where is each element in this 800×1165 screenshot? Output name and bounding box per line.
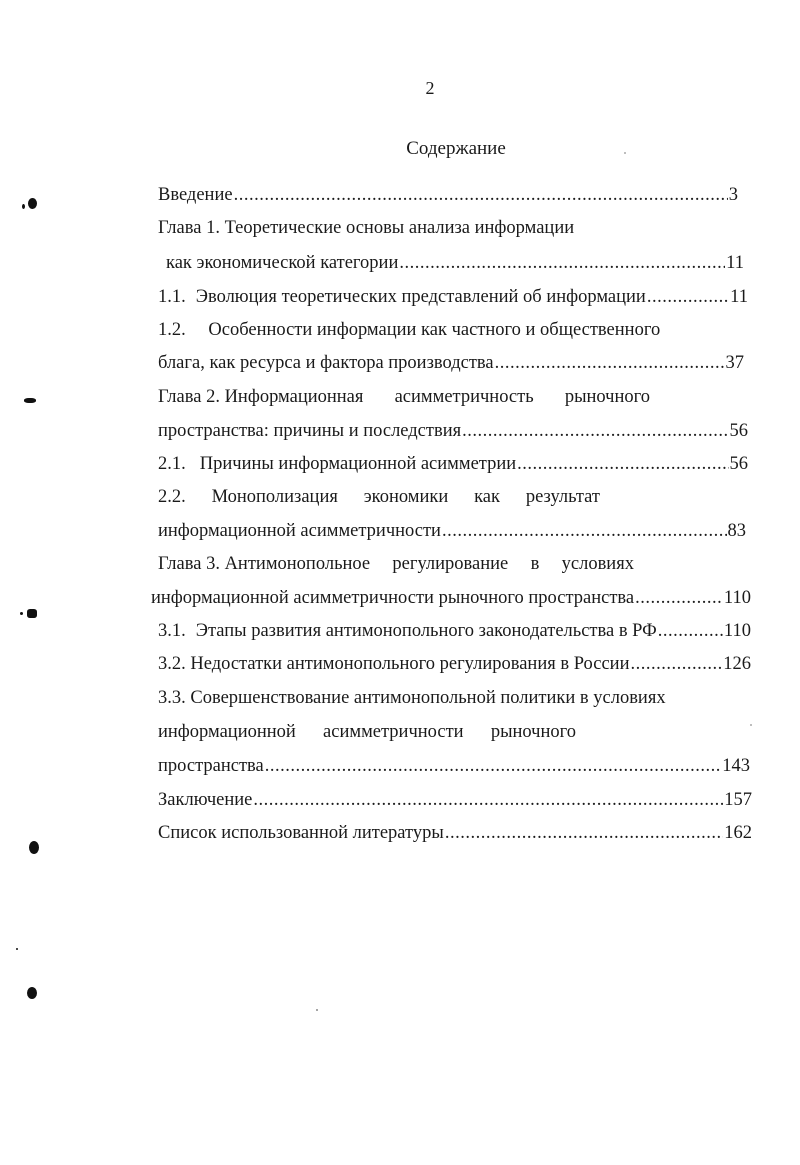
toc-entry-text: как bbox=[474, 487, 501, 507]
toc-page-number: 11 bbox=[726, 253, 744, 273]
toc-entry-text: Особенности информации как частного и общественного bbox=[208, 320, 661, 340]
toc-entry-text: 1. bbox=[206, 218, 220, 238]
toc-page-number: 56 bbox=[729, 454, 748, 474]
scan-speck bbox=[624, 152, 626, 154]
toc-entry-text: Монополизация bbox=[211, 487, 338, 507]
scan-speck bbox=[316, 1009, 318, 1011]
toc-page-number: 56 bbox=[729, 421, 748, 441]
toc-entry-section-1-1[interactable] bbox=[158, 286, 748, 308]
toc-entry-text: Этапы развития антимонопольного законодательства в РФ bbox=[195, 621, 657, 641]
toc-leader-dots bbox=[495, 352, 725, 374]
toc-title: Содержание bbox=[406, 138, 506, 159]
toc-leader-dots bbox=[234, 184, 728, 206]
toc-page-number: 126 bbox=[723, 654, 751, 674]
toc-entry-conclusion[interactable] bbox=[158, 789, 752, 811]
toc-entry-text: Заключение bbox=[158, 790, 253, 810]
toc-page-number: 83 bbox=[727, 521, 746, 541]
toc-leader-dots bbox=[635, 587, 723, 609]
toc-entry-chapter3-line2[interactable] bbox=[151, 587, 751, 609]
scan-speck bbox=[27, 609, 37, 618]
toc-entry-text: блага, как ресурса и фактора производства bbox=[158, 353, 494, 373]
toc-entry-text: Глава 3. Антимонопольное bbox=[158, 554, 371, 574]
scan-speck bbox=[27, 987, 37, 999]
toc-entry-chapter3-line1[interactable] bbox=[158, 553, 634, 575]
toc-leader-dots bbox=[253, 789, 723, 811]
toc-entry-text: рыночного bbox=[564, 387, 650, 407]
toc-entry-section-1-2-line2[interactable] bbox=[158, 352, 744, 374]
toc-entry-number: 3.1. bbox=[158, 621, 186, 641]
toc-entry-section-3-3-line1[interactable] bbox=[158, 687, 666, 709]
toc-entry-text: 3.3. Совершенствование антимонопольной политики в условиях bbox=[158, 688, 666, 708]
toc-entry-section-3-2[interactable] bbox=[158, 653, 751, 675]
scan-speck bbox=[28, 198, 37, 209]
toc-entry-number: 1.1. bbox=[158, 287, 186, 307]
toc-entry-section-3-1[interactable] bbox=[158, 620, 751, 642]
toc-entry-text: как экономической категории bbox=[166, 253, 399, 273]
toc-leader-dots bbox=[445, 822, 723, 844]
page-number: 2 bbox=[425, 78, 435, 98]
scan-speck bbox=[24, 398, 36, 403]
scan-speck bbox=[29, 841, 39, 854]
toc-entry-text: условиях bbox=[561, 554, 634, 574]
toc-entry-text: информационной асимметричности рыночного пространства bbox=[151, 588, 635, 608]
toc-entry-section-2-2-line1[interactable] bbox=[158, 486, 600, 508]
toc-page-number: 110 bbox=[723, 588, 751, 608]
toc-page-number: 157 bbox=[724, 790, 752, 810]
toc-entry-text: Теоретические основы анализа информации bbox=[224, 218, 575, 238]
toc-entry-chapter2-line1[interactable] bbox=[158, 386, 650, 408]
toc-leader-dots bbox=[631, 653, 723, 675]
toc-entry-number: 2.2. bbox=[158, 487, 186, 507]
toc-entry-text: информационной bbox=[158, 722, 296, 742]
toc-entry-section-2-1[interactable] bbox=[158, 453, 748, 475]
toc-entry-chapter1-line2[interactable] bbox=[166, 252, 744, 274]
toc-page-number: 37 bbox=[725, 353, 744, 373]
toc-entry-section-1-2-line1[interactable] bbox=[158, 319, 660, 341]
toc-entry-text: пространства bbox=[158, 756, 264, 776]
toc-entry-text: 3.2. Недостатки антимонопольного регулирования в России bbox=[158, 654, 630, 674]
toc-entry-text: пространства: причины и последствия bbox=[158, 421, 462, 441]
toc-entry-text: информационной асимметричности bbox=[158, 521, 441, 541]
toc-page-number: 11 bbox=[730, 287, 748, 307]
scan-speck bbox=[750, 724, 752, 726]
toc-entry-number: 1.2. bbox=[158, 320, 186, 340]
toc-entry-text: регулирование bbox=[392, 554, 509, 574]
scan-speck bbox=[20, 612, 23, 615]
toc-entry-chapter1-line1[interactable] bbox=[158, 217, 574, 239]
toc-entry-text: экономики bbox=[363, 487, 449, 507]
toc-entry-text: результат bbox=[525, 487, 600, 507]
toc-entry-text: асимметричность bbox=[394, 387, 534, 407]
toc-entry-section-3-3-line2[interactable] bbox=[158, 721, 576, 743]
toc-entry-text: Глава bbox=[158, 218, 202, 238]
toc-entry-text: Глава 2. Информационная bbox=[158, 387, 364, 407]
toc-leader-dots bbox=[647, 286, 729, 308]
toc-page-number: 162 bbox=[724, 823, 752, 843]
toc-leader-dots bbox=[658, 620, 723, 642]
toc-entry-text: Причины информационной асимметрии bbox=[199, 454, 517, 474]
toc-entry-text: в bbox=[530, 554, 540, 574]
toc-entry-section-2-2-line2[interactable] bbox=[158, 520, 746, 542]
toc-entry-intro[interactable] bbox=[158, 184, 738, 206]
toc-entry-references[interactable] bbox=[158, 822, 752, 844]
toc-page-number: 143 bbox=[722, 756, 750, 776]
toc-entry-number: 2.1. bbox=[158, 454, 186, 474]
toc-page-number: 3 bbox=[728, 185, 738, 205]
toc-leader-dots bbox=[399, 252, 725, 274]
toc-entry-text: асимметричности bbox=[323, 722, 464, 742]
toc-leader-dots bbox=[517, 453, 728, 475]
toc-entry-text: Эволюция теоретических представлений об информации bbox=[195, 287, 646, 307]
scan-speck bbox=[16, 948, 18, 950]
toc-entry-chapter2-line2[interactable] bbox=[158, 420, 748, 442]
toc-leader-dots bbox=[442, 520, 727, 542]
toc-entry-text: рыночного bbox=[490, 722, 576, 742]
toc-leader-dots bbox=[265, 755, 722, 777]
toc-entry-text: Введение bbox=[158, 185, 233, 205]
scan-speck bbox=[22, 204, 25, 209]
toc-page-number: 110 bbox=[723, 621, 751, 641]
toc-entry-section-3-3-line3[interactable] bbox=[158, 755, 750, 777]
toc-entry-text: Список использованной литературы bbox=[158, 823, 444, 843]
toc-leader-dots bbox=[462, 420, 728, 442]
